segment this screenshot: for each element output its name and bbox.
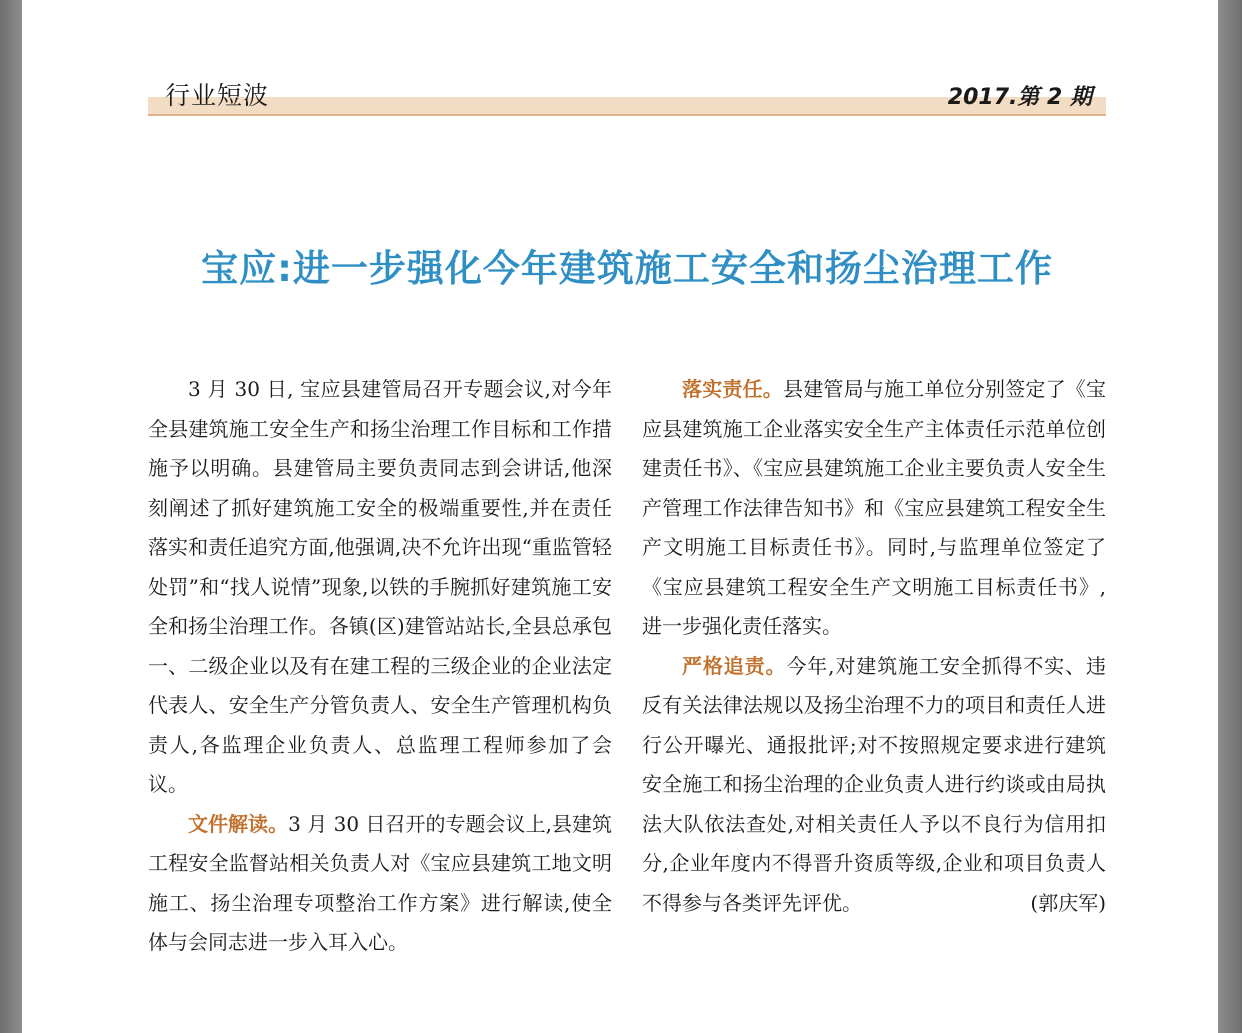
paragraph-body: 3 月 30 日召开的专题会议上,县建筑工程安全监督站相关负责人对《宝应县建筑工地文明施工、扬尘治理专项整治工作方案》进行解读,使全体与会同志进一步入耳入心。	[148, 811, 612, 954]
paragraph-responsibility	[642, 370, 1106, 647]
page-edge-right	[1218, 0, 1242, 1033]
paragraph-body: 县建管局与施工单位分别签定了《宝应县建筑施工企业落实安全生产主体责任示范单位创建责任书》、《宝应县建筑施工企业主要负责人安全生产管理工作法律告知书》和《宝应县建筑工程安全生产文明施工目标责任书》。同时,与监理单位签定了《宝应县建筑工程安全生产文明施工目标责任书》,进一步强化责任落实。	[642, 377, 1106, 638]
paragraph-body: 今年,对建筑施工安全抓得不实、违反有关法律法规以及扬尘治理不力的项目和责任人进行公开曝光、通报批评;对不按照规定要求进行建筑安全施工和扬尘治理的企业负责人进行约谈或由局执法大队依法查处,对相关责任人予以不良行为信用扣分,企业年度内不得晋升资质等级,企业和项目负责人不得参与各类评先评优。	[642, 653, 1107, 915]
column-left	[148, 370, 612, 963]
article-title: 宝应:进一步强化今年建筑施工安全和扬尘治理工作	[201, 247, 1053, 290]
paragraph-document-interpretation	[148, 805, 612, 963]
column-right	[642, 370, 1106, 923]
paragraph-intro: 3 月 30 日, 宝应县建管局召开专题会议,对今年全县建筑施工安全生产和扬尘治理工作目标和工作措施予以明确。县建管局主要负责同志到会讲话,他深刻阐述了抓好建筑施工安全的极端重要性,并在责任落实和责任追究方面,他强调,决不允许出现“重监管轻处罚”和“找人说情”现象,以铁的手腕抓好建筑施工安全和扬尘治理工作。各镇(区)建管站站长,全县总承包一、二级企业以及有在建工程的三级企业的企业法定代表人、安全生产分管负责人、安全生产管理机构负责人,各监理企业负责人、总监理工程师参加了会议。	[148, 377, 612, 796]
paragraph-lead: 严格追责。	[682, 653, 787, 678]
paragraph-accountability	[642, 647, 1106, 924]
section-name: 行业短波	[165, 81, 270, 110]
issue-number: 2017.第 2 期	[947, 85, 1092, 110]
paragraph-lead: 落实责任。	[682, 377, 783, 401]
paragraph-lead: 文件解读。	[188, 811, 289, 836]
page-edge-left	[0, 0, 22, 1033]
author-byline: (郭庆军)	[1030, 890, 1106, 915]
